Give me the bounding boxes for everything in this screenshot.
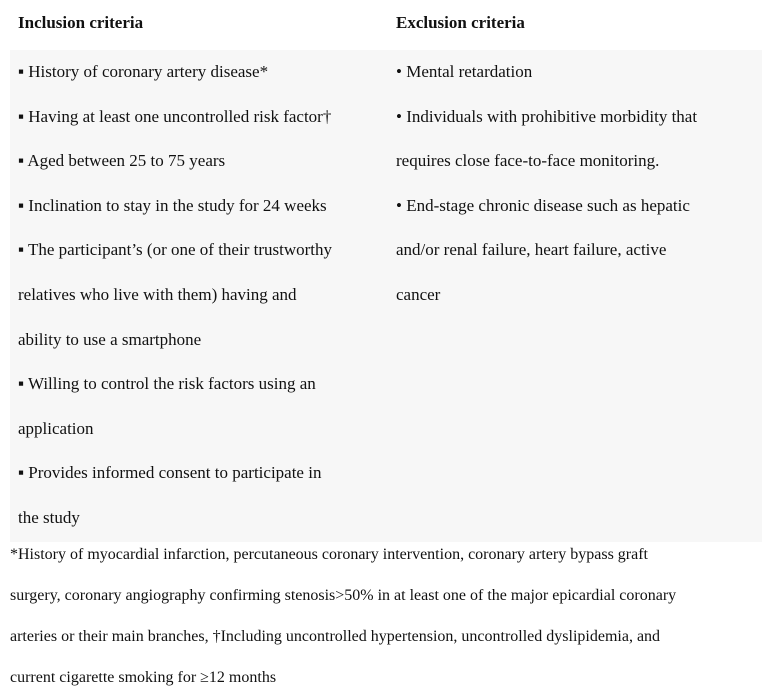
inclusion-item-line: ▪ Aged between 25 to 75 years	[18, 151, 226, 171]
exclusion-criteria-header: Exclusion criteria	[396, 13, 525, 32]
exclusion-item-morbidity	[396, 95, 762, 184]
inclusion-item-line: ▪ The participant’s (or one of their trustworthy	[18, 240, 332, 260]
inclusion-item-risk-factor	[18, 95, 390, 140]
inclusion-criteria-header: Inclusion criteria	[18, 13, 144, 32]
inclusion-item-line: ▪ Provides informed consent to participate in	[18, 463, 322, 483]
exclusion-item-mental-retardation	[396, 50, 762, 95]
footnote-line: current cigarette smoking for ≥12 months	[10, 669, 277, 686]
footnote-line: arteries or their main branches, †Including uncontrolled hypertension, uncontrolled dyslipidemia, and	[10, 628, 661, 645]
footnote-line: surgery, coronary angiography confirming stenosis>50% in at least one of the major epicardial coronary	[10, 587, 677, 604]
exclusion-item-chronic-disease	[396, 184, 762, 318]
inclusion-item-line: the study	[18, 507, 80, 527]
table-footnote	[10, 534, 766, 698]
inclusion-item-duration	[18, 184, 390, 229]
exclusion-item-line: requires close face-to-face monitoring.	[396, 151, 660, 171]
inclusion-item-line: ▪ Having at least one uncontrolled risk factor†	[18, 106, 332, 126]
exclusion-item-line: cancer	[396, 284, 441, 304]
inclusion-item-line: relatives who live with them) having and	[18, 284, 297, 304]
inclusion-item-application	[18, 362, 390, 451]
inclusion-item-line: ▪ History of coronary artery disease*	[18, 62, 269, 81]
criteria-table	[10, 0, 762, 542]
exclusion-item-line: • Mental retardation	[396, 62, 533, 81]
inclusion-item-line: application	[18, 418, 94, 438]
table-body-row	[10, 50, 762, 542]
inclusion-item-line: ▪ Inclination to stay in the study for 24 weeks	[18, 195, 327, 215]
footnote-line: *History of myocardial infarction, percutaneous coronary intervention, coronary artery bypass graft	[10, 546, 648, 563]
inclusion-item-line: ability to use a smartphone	[18, 329, 202, 349]
inclusion-item-coronary-history	[18, 50, 390, 95]
inclusion-criteria-column	[18, 50, 390, 541]
inclusion-item-line: ▪ Willing to control the risk factors using an	[18, 374, 316, 394]
exclusion-criteria-column	[396, 50, 762, 318]
exclusion-item-line: and/or renal failure, heart failure, active	[396, 240, 667, 260]
exclusion-item-line: • Individuals with prohibitive morbidity that	[396, 106, 698, 126]
exclusion-item-line: • End-stage chronic disease such as hepatic	[396, 195, 690, 215]
inclusion-item-age	[18, 139, 390, 184]
inclusion-item-consent	[18, 451, 390, 540]
table-header-row	[10, 0, 762, 50]
inclusion-item-smartphone	[18, 228, 390, 362]
